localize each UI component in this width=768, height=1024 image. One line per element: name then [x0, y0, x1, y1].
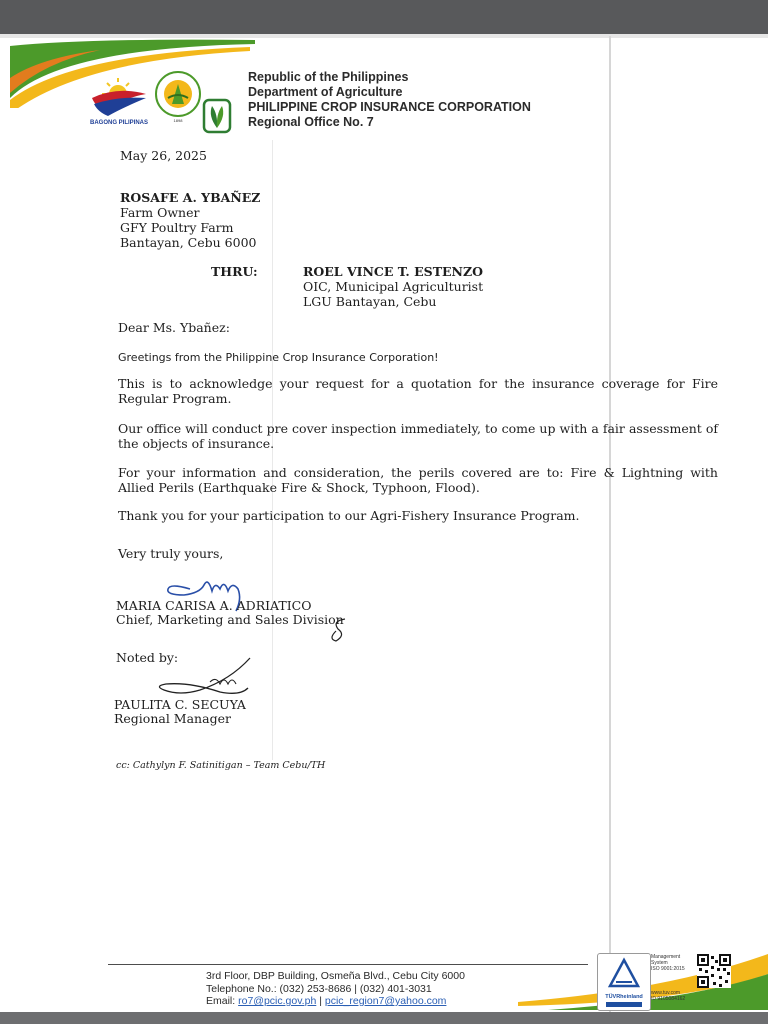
paragraph-perils: For your information and consideration, the perils covered are to: Fire & Lightning with Allied Perils (Earthquake Fire & Shock, Typhoon, Flood).	[118, 465, 718, 495]
noted-by-label: Noted by:	[116, 650, 179, 665]
tuv-certification-badge	[597, 953, 651, 1011]
recipient-address: Bantayan, Cebu 6000	[120, 235, 257, 250]
recipient-position: Farm Owner	[120, 205, 200, 220]
signatory1-title: Chief, Marketing and Sales Division	[116, 612, 344, 627]
tuv-triangle-icon	[598, 954, 650, 1010]
footer-rule	[108, 964, 588, 965]
closing: Very truly yours,	[118, 546, 224, 561]
paragraph-thanks: Thank you for your participation to our Agri-Fishery Insurance Program.	[118, 508, 580, 523]
signatory2-name: PAULITA C. SECUYA	[114, 697, 246, 712]
email-link-yahoo[interactable]: pcic_region7@yahoo.com	[324, 995, 447, 1007]
greeting: Greetings from the Philippine Crop Insurance Corporation!	[118, 351, 439, 364]
footer-email-row	[206, 995, 465, 1008]
bagong-pilipinas-logo	[90, 78, 148, 126]
thru-position: OIC, Municipal Agriculturist	[303, 279, 484, 294]
fold-line	[609, 36, 611, 1012]
thru-name: ROEL VINCE T. ESTENZO	[303, 264, 483, 279]
pcic-logo	[204, 100, 230, 132]
svg-text:1898: 1898	[173, 118, 183, 123]
header-corporation: PHILIPPINE CROP INSURANCE CORPORATION	[248, 100, 531, 114]
agency-logos	[88, 64, 238, 144]
footer-contact	[206, 970, 465, 1008]
cc-line: cc: Cathylyn F. Satinitigan – Team Cebu/TH	[116, 760, 326, 771]
header-republic: Republic of the Philippines	[248, 70, 409, 84]
salutation: Dear Ms. Ybañez:	[118, 320, 230, 335]
qr-code-icon	[697, 954, 731, 988]
certification-text: Management System ISO 9001:2015 www.tuv.com ID 9105084162	[651, 954, 686, 1002]
header-regional-office: Regional Office No. 7	[248, 115, 374, 129]
signatory1-name: MARIA CARISA A. ADRIATICO	[116, 598, 312, 613]
letter-date: May 26, 2025	[120, 148, 207, 163]
scan-border-bottom	[0, 1012, 768, 1024]
footer-email-label: Email:	[206, 995, 236, 1007]
thru-office: LGU Bantayan, Cebu	[303, 294, 437, 309]
footer-telephone: Telephone No.: (032) 253-8686 | (032) 401-3031	[206, 982, 432, 995]
signatory2-title: Regional Manager	[114, 711, 231, 726]
svg-text:BAGONG PILIPINAS: BAGONG PILIPINAS	[90, 120, 149, 126]
svg-text:TÜVRheinland: TÜVRheinland	[605, 994, 643, 1000]
email-separator: |	[319, 995, 322, 1007]
paragraph-acknowledge: This is to acknowledge your request for a quotation for the insurance coverage for Fire Regular Program.	[118, 376, 718, 406]
footer-address: 3rd Floor, DBP Building, Osmeña Blvd., Cebu City 6000	[206, 970, 465, 982]
scan-border-top	[0, 0, 768, 34]
recipient-name: ROSAFE A. YBAÑEZ	[120, 190, 261, 205]
thru-label: THRU:	[211, 264, 258, 279]
paragraph-inspection: Our office will conduct pre cover inspection immediately, to come up with a fair assessment of the objects of insurance.	[118, 421, 718, 451]
header-department: Department of Agriculture	[248, 85, 403, 99]
email-link-pcic[interactable]: ro7@pcic.gov.ph	[238, 995, 317, 1007]
recipient-company: GFY Poultry Farm	[120, 220, 234, 235]
letterhead	[248, 70, 531, 130]
department-of-agriculture-logo	[156, 72, 200, 123]
